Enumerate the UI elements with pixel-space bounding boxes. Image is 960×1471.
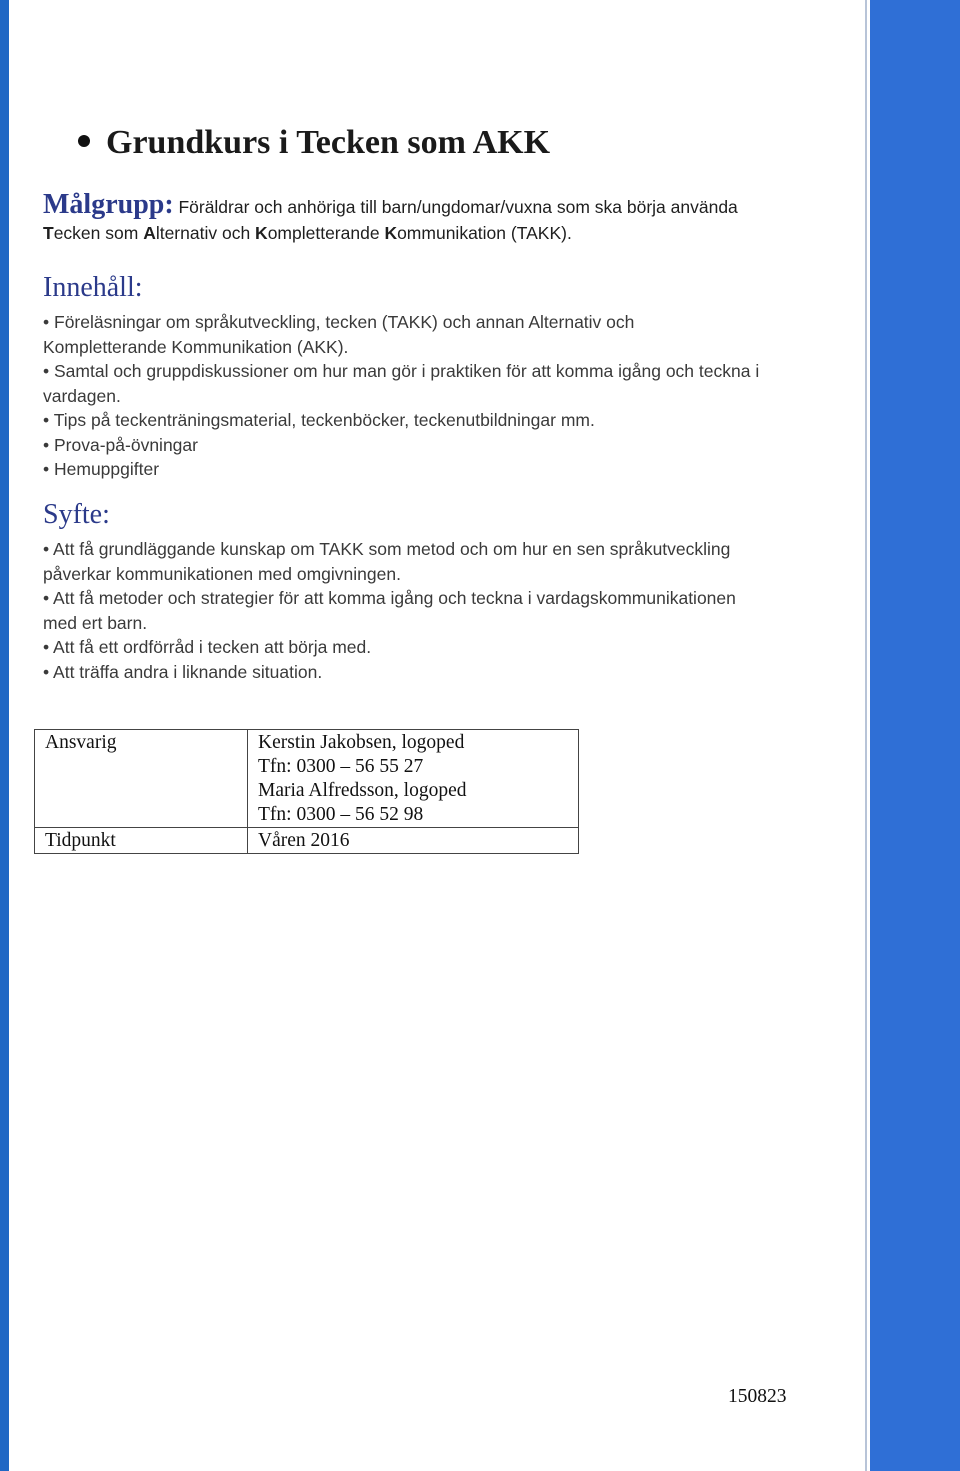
- innehall-item-1: • Föreläsningar om språkutveckling, tecken (TAKK) och annan Alternativ och: [43, 310, 843, 335]
- malgrupp-line-1: [43, 189, 843, 221]
- innehall-item-2-cont: vardagen.: [43, 385, 121, 406]
- ansvarig-label: Ansvarig: [35, 730, 248, 828]
- innehall-item-3: • Tips på teckenträningsmaterial, teckenböcker, teckenutbildningar mm.: [43, 408, 843, 433]
- malgrupp-section: [43, 189, 843, 245]
- malgrupp-heading: Målgrupp:: [43, 189, 174, 220]
- innehall-section: [43, 272, 843, 482]
- tidpunkt-value: Våren 2016: [248, 828, 579, 854]
- malgrupp-line-2-part: lternativ och: [155, 222, 256, 243]
- malgrupp-line-2: [43, 221, 843, 246]
- malgrupp-line-2-part: K: [384, 222, 398, 243]
- syfte-item-2: • Att få metoder och strategier för att komma igång och teckna i vardagskommunikationen: [43, 586, 843, 611]
- bullet-dot-icon: [78, 135, 90, 147]
- innehall-heading: Innehåll:: [43, 272, 143, 303]
- page-title-text: Grundkurs i Tecken som AKK: [106, 124, 551, 161]
- table-row-ansvarig: [35, 730, 579, 828]
- ansvarig-value: [248, 730, 579, 828]
- table-row-tidpunkt: [35, 828, 579, 854]
- innehall-item-2: • Samtal och gruppdiskussioner om hur man gör i praktiken för att komma igång och teckna i: [43, 359, 843, 384]
- malgrupp-line-2-part: A: [143, 222, 156, 243]
- malgrupp-text-1: Föräldrar och anhöriga till barn/ungdomar/vuxna som ska börja använda: [178, 197, 738, 217]
- malgrupp-line-2-part: ompletterande: [267, 222, 385, 243]
- malgrupp-line-2-part: ommunikation (TAKK).: [397, 222, 572, 243]
- syfte-item-1-cont: påverkar kommunikationen med omgivningen.: [43, 563, 401, 584]
- malgrupp-line-2-part: ecken som: [53, 222, 144, 243]
- syfte-item-3: • Att få ett ordförråd i tecken att börja med.: [43, 635, 843, 660]
- right-border-bar: [870, 0, 960, 1471]
- page-title: [78, 124, 550, 162]
- contact-2-name: Maria Alfredsson, logoped: [258, 780, 467, 801]
- syfte-heading: Syfte:: [43, 499, 110, 530]
- syfte-item-4: • Att träffa andra i liknande situation.: [43, 660, 843, 685]
- contact-2-phone: Tfn: 0300 – 56 52 98: [258, 804, 424, 825]
- syfte-item-1: • Att få grundläggande kunskap om TAKK som metod och om hur en sen språkutveckling: [43, 537, 843, 562]
- contact-1-phone: Tfn: 0300 – 56 55 27: [258, 756, 424, 777]
- innehall-item-1-cont: Kompletterande Kommunikation (AKK).: [43, 336, 349, 357]
- contact-1-name: Kerstin Jakobsen, logoped: [258, 732, 465, 753]
- footer-code: 150823: [728, 1386, 787, 1407]
- tidpunkt-label: Tidpunkt: [35, 828, 248, 854]
- syfte-section: [43, 499, 843, 684]
- syfte-item-2-cont: med ert barn.: [43, 612, 148, 633]
- left-border-bar: [0, 0, 9, 1471]
- innehall-item-5: • Hemuppgifter: [43, 457, 843, 482]
- innehall-item-4: • Prova-på-övningar: [43, 433, 843, 458]
- malgrupp-line-2-part: T: [43, 222, 54, 243]
- right-border-line: [865, 0, 867, 1471]
- contact-table: [34, 729, 579, 854]
- malgrupp-line-2-part: K: [255, 222, 268, 243]
